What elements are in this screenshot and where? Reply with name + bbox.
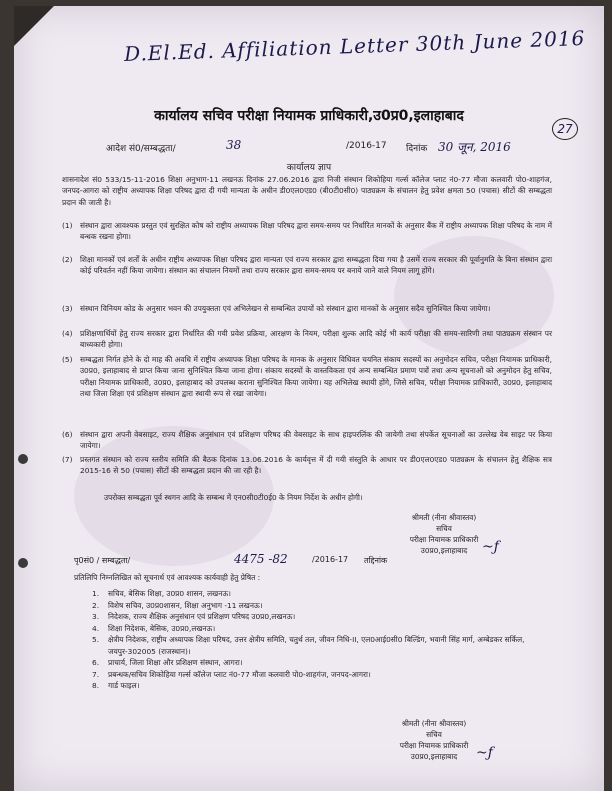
ref2-label: पृ0सं0 / सम्बद्धता/ [74, 556, 131, 565]
list-item [92, 657, 542, 669]
intro-paragraph: शासनादेश सं0 533/15-11-2016 शिक्षा अनुभाग-11 लखनऊ दिनांक 27.06.2016 द्वारा निजी संस्थान शिकोहिया गर्ल्स कॉलेज प्लाट नं0-77 मौजा कलवारी पो0-शाहगंज, जनपद-आगरा को राष्ट्रीय अध्यापक शिक्षा परिषद द्वारा दी गयी मान्यता के अधीन डी0एल0एड0 (बी0टी0सी0) पाठ्यक्रम के संचालन हेतु प्रवेश क्षमता 50 (पचास) सीटों की सम्बद्धता प्रदान की जाती है। [62, 175, 552, 207]
signatory-office: परीक्षा नियामक प्राधिकारी [409, 535, 479, 544]
list-item [92, 588, 542, 600]
memo-title: कार्यालय ज्ञाप [286, 163, 332, 173]
condition-text: प्रस्तगत संस्थान को राज्य स्तरीय समिति की बैठक दिनांक 13.06.2016 के कार्यवृत्त में दी गयी संस्तुति के आधार पर डी0एल0एड0 पाठ्यक्रम के संचालन हेतु शैक्षिक सत्र 2015-16 से 50 (पचास) सीटों की सम्बद्धता प्रदान की जा रही है। [80, 455, 552, 476]
signatory-role: सचिव [436, 524, 452, 533]
signatory-role: सचिव [426, 730, 442, 739]
condition-item [62, 303, 552, 314]
closing-paragraph: उपरोक्त सम्बद्धता पूर्व स्थगन आदि के सम्बन्ध में एन0सी0टी0ई0 के नियम निर्देश के अधीन होगी। [104, 493, 363, 502]
condition-number: (3) [62, 304, 73, 313]
signature-block [364, 512, 524, 556]
list-number: 7. [92, 669, 100, 679]
ref2-year: /2016-17 [312, 555, 349, 564]
list-text: निदेशक, राज्य शैक्षिक अनुसंधान एवं प्रशिक्षण परिषद उ0प्र0,लखनऊ। [108, 612, 296, 621]
list-number: 2. [92, 600, 100, 610]
condition-item [62, 328, 552, 351]
condition-number: (6) [62, 430, 73, 439]
list-item [92, 680, 542, 692]
list-text: शिक्षा निदेशक, बेसिक, उ0प्र0,लखनऊ। [108, 623, 216, 633]
condition-number: (5) [62, 355, 73, 364]
list-item [92, 634, 542, 657]
copy-list [92, 588, 542, 692]
scan-corner-shadow [14, 6, 54, 46]
list-text: क्षेत्रीय निदेशक, राष्ट्रीय अध्यापक शिक्षा परिषद, उत्तर क्षेत्रीय समिति, चतुर्थ तल, जीवन निधि-II, एल0आई0सी0 बिल्डिंग, भवानी सिंह मार्ग, अम्बेडकर सर्किल, जयपुर-302005 (राजस्थान)। [108, 635, 525, 656]
copy-heading: प्रतिलिपि निम्नलिखित को सूचनार्थ एवं आवश्यक कार्यवाही हेतु प्रेषित : [74, 573, 261, 582]
signatory-name: श्रीमती (नीना श्रीवास्तव) [401, 719, 467, 728]
condition-item [62, 454, 552, 477]
signatory-place: उ0प्र0,इलाहाबाद [410, 752, 458, 761]
list-number: 5. [92, 635, 100, 644]
list-number: 4. [92, 623, 100, 633]
condition-number: (1) [62, 221, 73, 230]
signatory-place: उ0प्र0,इलाहाबाद [420, 546, 468, 555]
list-item [92, 611, 542, 623]
signatory-name: श्रीमती (नीना श्रीवास्तव) [411, 513, 477, 522]
office-heading: कार्यालय सचिव परीक्षा नियामक प्राधिकारी,उ0प्र0,इलाहाबाद [154, 108, 464, 124]
ref-year: /2016-17 [346, 141, 387, 151]
condition-item [62, 254, 552, 277]
list-text: प्राचार्य, जिला शिक्षा और प्रशिक्षण संस्थान, आगरा। [108, 658, 243, 667]
list-item [92, 623, 542, 635]
condition-text: शिक्षा मानकों एवं शर्तों के अधीन राष्ट्रीय अध्यापक शिक्षा परिषद द्वारा मान्यता एवं राज्य सरकार द्वारा सम्बद्धता दिया गया है उसमें राज्य सरकार की पूर्वानुमति के बिना संस्थान द्वारा कोई परिवर्तन नहीं किया जायेगा। संस्थान का संचालन नियमों तथा राज्य सरकार द्वारा समय-समय पर बनाये जाने वाले नियम लागू होंगे। [80, 255, 552, 276]
handwritten-signature: ~ƒ [476, 745, 493, 761]
condition-number: (7) [62, 455, 73, 464]
list-text: प्रबन्धक/सचिव शिकोहिया गर्ल्स कॉलेज प्लाट नं0-77 मौजा कलवारी पो0-शाहगंज, जनपद-आगरा। [108, 669, 371, 679]
punch-hole-icon [18, 454, 28, 464]
condition-number: (4) [62, 329, 73, 338]
ref-date-label: दिनांक [406, 144, 428, 154]
list-text: सचिव, बेसिक शिक्षा, उ0प्र0 शासन, लखनऊ। [108, 589, 231, 598]
condition-text: संस्थान विनियम कोड के अनुसार भवन की उपयुक्तता एवं अभिलेखन से सम्बन्धित उपायों को संस्थान द्वारा मानकों के अनुसार सदैव सुनिश्चित किया जायेगा। [80, 304, 491, 313]
condition-item [62, 429, 552, 452]
order-reference [106, 138, 526, 157]
list-number: 3. [92, 612, 100, 621]
list-text: गार्ड फाइल। [108, 681, 140, 690]
handwritten-title: D.El.Ed. Affiliation Letter 30th June 2016 [123, 25, 586, 67]
list-number: 8. [92, 681, 100, 690]
ref2-date-label: तद्दिनांक [364, 556, 388, 565]
condition-text: संस्थान द्वारा आवश्यक प्रस्तुत एवं सुरक्षित कोष को राष्ट्रीय अध्यापक शिक्षा परिषद द्वारा समय-समय पर निर्धारित मानकों के अनुसार बैंक में राष्ट्रीय अध्यापक शिक्षा परिषद के नाम में बन्धक रखना होगा। [80, 221, 552, 242]
condition-number: (2) [62, 255, 73, 264]
list-number: 1. [92, 589, 100, 598]
list-item [92, 669, 542, 681]
signatory-office: परीक्षा नियामक प्राधिकारी [399, 741, 469, 750]
condition-item [62, 354, 552, 399]
list-item [92, 600, 542, 612]
punch-hole-icon [18, 558, 28, 568]
ref-number: 38 [226, 138, 242, 152]
signature-block [344, 718, 524, 762]
list-number: 6. [92, 658, 100, 667]
ref-label: आदेश सं0/सम्बद्धता/ [106, 144, 176, 154]
condition-item [62, 220, 552, 243]
letter-sheet [14, 6, 604, 791]
condition-text: संस्थान द्वारा अपनी वेबसाइट, राज्य शैक्षिक अनुसंधान एवं प्रशिक्षण परिषद की वेबसाइट के साथ हाइपरलिंक की जायेगी तथा संपर्केत सूचनाओं का उल्लेख वेब साइट पर किया जायेगा। [80, 430, 552, 451]
list-text: विशेष सचिव, उ0प्र0शासन, शिक्षा अनुभाग -11 लखनऊ। [108, 600, 263, 610]
ref-date: 30 जून, 2016 [438, 140, 511, 154]
page-number: 27 [552, 118, 578, 140]
handwritten-signature: ~ƒ [482, 539, 499, 555]
condition-text: सम्बद्धता निर्गत होने के दो माह की अवधि में राष्ट्रीय अध्यापक शिक्षा परिषद के मानक के अनुसार विधिवत चयनित संकाय सदस्यों का अनुमोदन सचिव, परीक्षा नियामक प्राधिकारी, उ0प्र0, इलाहाबाद से प्राप्त किया जाना सुनिश्चित किया जाना होगा। संकाय सदस्यों के वास्तविकता एवं अन्य सम्बन्धित प्रमाण पत्रों तथा अन्य सूचनाओं को अनुमोदन हेतु सचिव, परीक्षा नियामक प्राधिकारी, उ0प्र0, इलाहाबाद को उपलब्ध कराना सुनिश्चित किया जायेगा। यह अभिलेख स्थायी होंगे, जिसे सचिव, परीक्षा नियामक प्राधिकारी, उ0प्र0, इलाहाबाद तथा जिला शिक्षा एवं प्रशिक्षण संस्थान द्वारा स्थायी रूप से रखा जायेगा। [80, 355, 552, 398]
endorsement-reference [74, 552, 394, 571]
condition-text: प्रशिक्षणार्थियों हेतु राज्य सरकार द्वारा निर्धारित की गयी प्रवेश प्रक्रिया, आरक्षण के नियम, परीक्षा शुल्क आदि कोई भी कार्य परीक्षा की समय-सारिणी तथा पाठ्यक्रम संस्थान पर बाध्यकारी होगा। [80, 329, 552, 350]
ref2-number: 4475 -82 [234, 552, 288, 566]
